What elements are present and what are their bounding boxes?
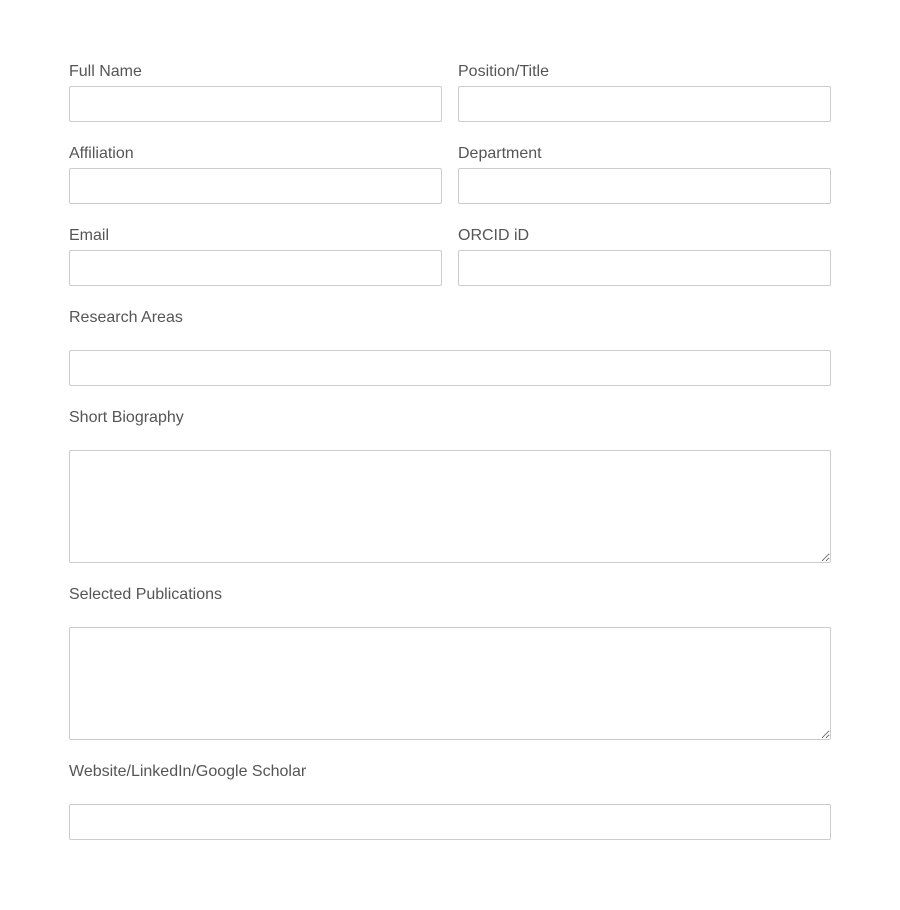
- biography-textarea[interactable]: [69, 450, 831, 563]
- email-label: Email: [69, 227, 110, 244]
- publications-label: Selected Publications: [69, 586, 222, 603]
- department-input[interactable]: [458, 168, 831, 204]
- position-label: Position/Title: [458, 63, 549, 80]
- department-label: Department: [458, 145, 542, 162]
- full-name-label: Full Name: [69, 63, 142, 80]
- email-input[interactable]: [69, 250, 442, 286]
- position-input[interactable]: [458, 86, 831, 122]
- website-input[interactable]: [69, 804, 831, 840]
- research-areas-input[interactable]: [69, 350, 831, 386]
- affiliation-input[interactable]: [69, 168, 442, 204]
- research-areas-label: Research Areas: [69, 309, 183, 326]
- full-name-input[interactable]: [69, 86, 442, 122]
- orcid-label: ORCID iD: [458, 227, 530, 244]
- biography-label: Short Biography: [69, 409, 184, 426]
- publications-textarea[interactable]: [69, 627, 831, 740]
- orcid-input[interactable]: [458, 250, 831, 286]
- website-label: Website/LinkedIn/Google Scholar: [69, 763, 307, 780]
- affiliation-label: Affiliation: [69, 145, 134, 162]
